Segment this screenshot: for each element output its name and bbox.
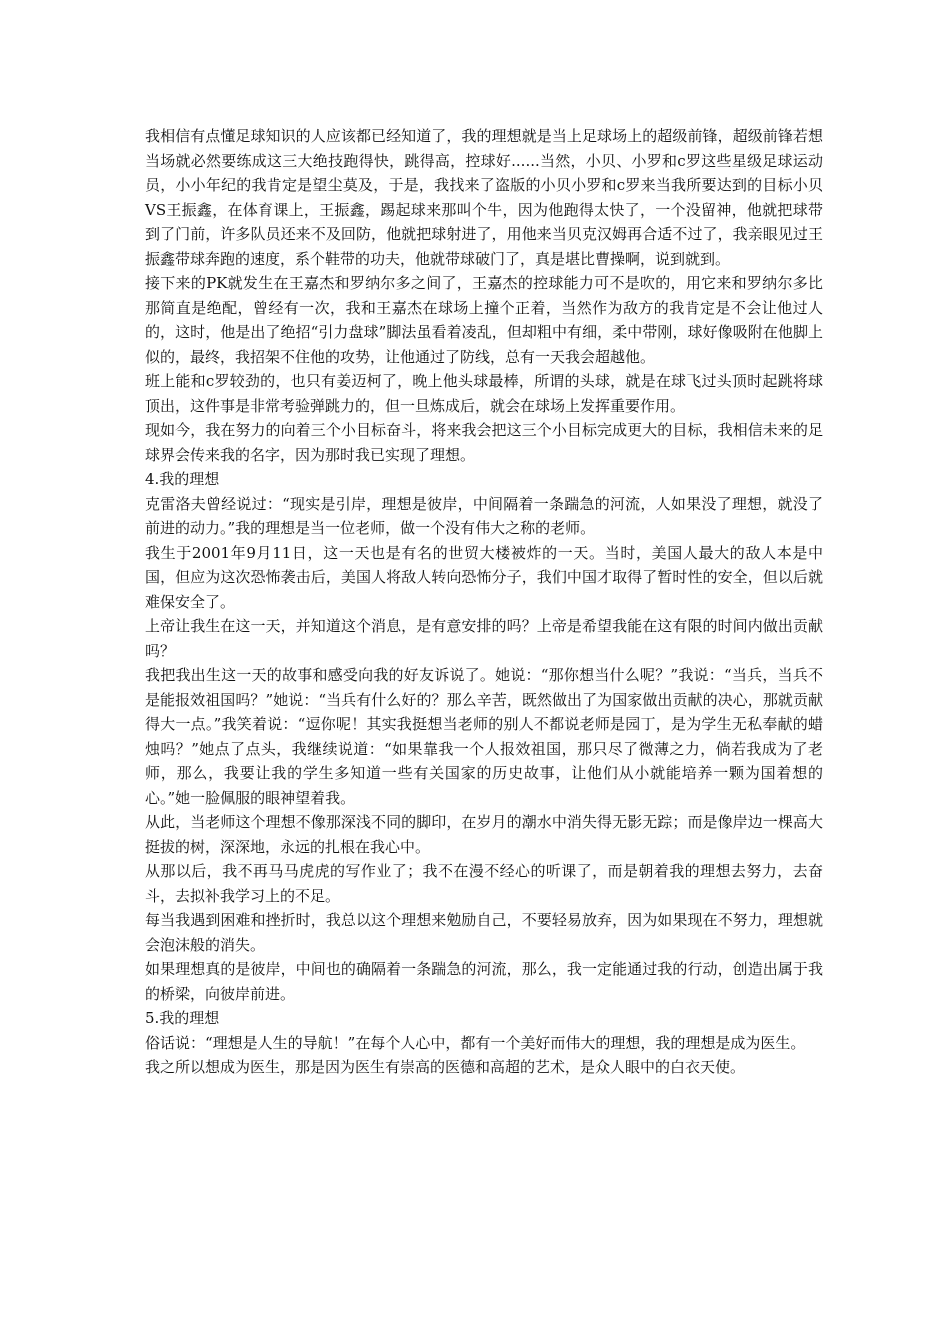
paragraph-football-forward: 我相信有点懂足球知识的人应该都已经知道了，我的理想就是当上足球场上的超级前锋，超级前锋若想当场就必然要练成这三大绝技跑得快，跳得高，控球好......当然，小贝、小罗和c罗这些星级足球运动员，小小年纪的我肯定是望尘莫及，于是，我找来了盗版的小贝小罗和c罗来当我所要达到的目标小贝VS王振鑫，在体育课上，王振鑫，踢起球来那叫个牛，因为他跑得太快了，一个没留神，他就把球带到了门前，许多队员还来不及回防，他就把球射进了，用他来当贝克汉姆再合适不过了，我亲眼见过王振鑫带球奔跑的速度，系个鞋带的功夫，他就带球破门了，真是堪比曹操啊，说到就到。 bbox=[145, 127, 823, 268]
paragraph-header-jiang: 班上能和c罗较劲的，也只有姜迈柯了，晚上他头球最棒，所谓的头球，就是在球飞过头顶时起跳将球顶出，这件事是非常考验弹跳力的，但一旦炼成后，就会在球场上发挥重要作用。 bbox=[145, 372, 823, 415]
section-heading-4: 4.我的理想 bbox=[145, 470, 220, 488]
paragraph-homework: 从那以后，我不再马马虎虎的写作业了；我不在漫不经心的听课了，而是朝着我的理想去努力，去奋斗，去拟补我学习上的不足。 bbox=[145, 862, 823, 905]
paragraph-friend-dialogue: 我把我出生这一天的故事和感受向我的好友诉说了。她说：“那你想当什么呢？”我说：“当兵，当兵不是能报效祖国吗？”她说：“当兵有什么好的？那么辛苦，既然做出了为国家做出贡献的决心，那就贡献得大一点。”我笑着说：“逗你呢！其实我挺想当老师的别人不都说老师是园丁，是为学生无私奉献的蜡烛吗？”她点了点头，我继续说道：“如果靠我一个人报效祖国，那只尽了微薄之力，倘若我成为了老师，那么，我要让我的学生多知道一些有关国家的历史故事，让他们从小就能培养一颗为国着想的心。”她一脸佩服的眼神望着我。 bbox=[145, 666, 823, 807]
paragraph-krylov-quote: 克雷洛夫曾经说过：“现实是引岸，理想是彼岸，中间隔着一条踹急的河流，人如果没了理想，就没了前进的动力。”我的理想是当一位老师，做一个没有伟大之称的老师。 bbox=[145, 494, 823, 537]
paragraph-god-question: 上帝让我生在这一天，并知道这个消息，是有意安排的吗？上帝是希望我能在这有限的时间内做出贡献吗？ bbox=[145, 617, 823, 660]
paragraph-three-goals: 现如今，我在努力的向着三个小目标奋斗，将来我会把这三个小目标完成更大的目标，我相信未来的足球界会传来我的名字，因为那时我已实现了理想。 bbox=[145, 421, 823, 464]
paragraph-tree-metaphor: 从此，当老师这个理想不像那深浅不同的脚印，在岁月的潮水中消失得无影无踪；而是像岸边一棵高大挺拔的树，深深地，永远的扎根在我心中。 bbox=[145, 813, 823, 856]
paragraph-difficulties: 每当我遇到困难和挫折时，我总以这个理想来勉励自己，不要轻易放弃，因为如果现在不努力，理想就会泡沫般的消失。 bbox=[145, 911, 823, 954]
paragraph-proverb-doctor: 俗话说：“理想是人生的导航！”在每个人心中，都有一个美好而伟大的理想，我的理想是成为医生。 bbox=[145, 1033, 806, 1052]
paragraph-pk-wang-jiajie: 接下来的PK就发生在王嘉杰和罗纳尔多之间了，王嘉杰的控球能力可不是吹的，用它来和罗纳尔多比那简直是绝配，曾经有一次，我和王嘉杰在球场上撞个正着，当然作为敌方的我肯定是不会让他过人的，这时，他是出了绝招“引力盘球”脚法虽看着凌乱，但却粗中有细，柔中带刚，球好像吸附在他脚上似的，最终，我招架不住他的攻势，让他通过了防线，总有一天我会超越他。 bbox=[145, 274, 823, 366]
paragraph-birth-date: 我生于2001年9月11日，这一天也是有名的世贸大楼被炸的一天。当时，美国人最大的敌人本是中国，但应为这次恐怖袭击后，美国人将敌人转向恐怖分子，我们中国才取得了暂时性的安全，但以后就难保安全了。 bbox=[145, 543, 823, 611]
paragraph-bridge: 如果理想真的是彼岸，中间也的确隔着一条踹急的河流，那么，我一定能通过我的行动，创造出属于我的桥梁，向彼岸前进。 bbox=[145, 960, 823, 1003]
section-heading-5: 5.我的理想 bbox=[145, 1009, 220, 1027]
paragraph-doctor-reason: 我之所以想成为医生，那是因为医生有崇高的医德和高超的艺术，是众人眼中的白衣天使。 bbox=[145, 1058, 746, 1076]
document-body bbox=[145, 124, 823, 1080]
